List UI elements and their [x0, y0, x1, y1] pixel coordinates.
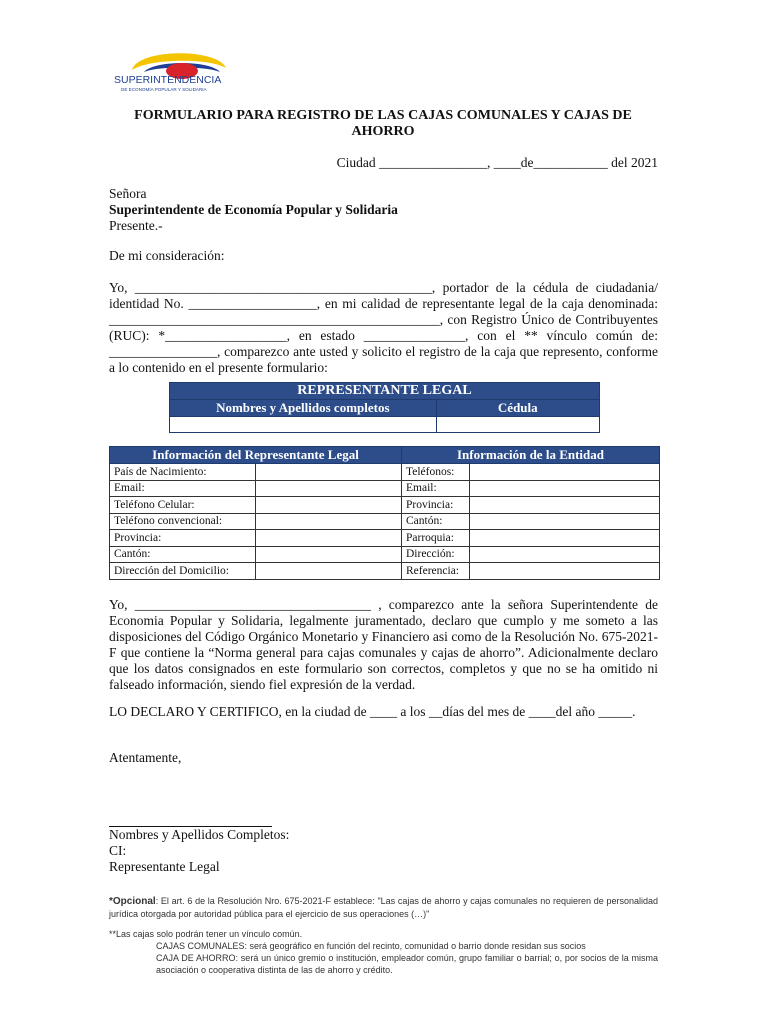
- presente: Presente.-: [109, 218, 163, 233]
- cedula-column-header: Cédula: [436, 400, 599, 417]
- form-title: FORMULARIO PARA REGISTRO DE LAS CAJAS COMUNALES Y CAJAS DE AHORRO: [134, 108, 632, 139]
- nombres-field[interactable]: [170, 417, 437, 433]
- footnote-caja-ahorro: CAJA DE AHORRO: será un único gremio o institución, empleador común, grupo familiar o barrial; o, por socios de la misma asociación o cooperativa distinta de las de ahorro y crédito.: [156, 953, 658, 975]
- row-label: Referencia:: [402, 563, 470, 580]
- row-value-field[interactable]: [470, 530, 660, 547]
- signature-ci-label: CI:: [109, 843, 127, 858]
- certification-paragraph: LO DECLARO Y CERTIFICO, en la ciudad de ____ a los __días del mes de ____del año _____.: [109, 704, 636, 719]
- footnote-cajas-comunales: CAJAS COMUNALES: será geográfico en función del recinto, comunidad o barrio donde residan sus socios: [156, 941, 586, 951]
- footnote-opcional: [109, 895, 658, 920]
- superintendencia-logo: [110, 44, 255, 96]
- table-row: [110, 480, 660, 497]
- sworn-declaration-paragraph: Yo, ___________________________________ , comparezco ante la señora Superintendente de Economia Popular y Solidaria, legalmente juramentado, declaro que cumplo y me someto a las disposiciones del Código Orgánico Monetario y Financiero asi como de la Resolución No. 675-2021-F que contiene la “Norma general para cajas comunales y cajas de ahorro”. Adicionalmente declaro que los datos consignados en este formulario son correctos, completos y que no se ha omitido ni falseado información, siendo fiel expresión de la verdad.: [109, 597, 658, 692]
- row-label: Dirección:: [402, 546, 470, 563]
- closing: Atentamente,: [109, 750, 182, 765]
- date-line: Ciudad ________________, ____de___________ del 2021: [336, 155, 658, 170]
- row-value-field[interactable]: [256, 530, 402, 547]
- row-label: Provincia:: [402, 497, 470, 514]
- nombres-column-header: Nombres y Apellidos completos: [170, 400, 437, 417]
- row-label: Teléfono Celular:: [110, 497, 256, 514]
- entidad-info-header: Información de la Entidad: [402, 447, 660, 464]
- table-row: [110, 530, 660, 547]
- row-value-field[interactable]: [256, 497, 402, 514]
- signature-role: Representante Legal: [109, 859, 220, 874]
- row-value-field[interactable]: [256, 464, 402, 481]
- table-row: [110, 497, 660, 514]
- row-label: Email:: [110, 480, 256, 497]
- row-label: Dirección del Domicilio:: [110, 563, 256, 580]
- row-value-field[interactable]: [470, 464, 660, 481]
- row-value-field[interactable]: [256, 513, 402, 530]
- table-row: [110, 546, 660, 563]
- row-value-field[interactable]: [470, 513, 660, 530]
- row-label: Email:: [402, 480, 470, 497]
- salutation: Señora: [109, 186, 147, 201]
- signature-name-label: Nombres y Apellidos Completos:: [109, 827, 290, 842]
- row-value-field[interactable]: [470, 546, 660, 563]
- declaration-paragraph: Yo, ____________________________________________, portador de la cédula de ciudadania/ identidad No. ___________________, en mi calidad de representante legal de la caja denominada: _________________________________________________, con Registro Único de Contribuyentes (RUC): *__________________, en estado _______________, con el ** vínculo común de: ________________, comparezco ante usted y solicito el registro de la caja que represento, conforme a lo contenido en el presente formulario:: [109, 280, 658, 375]
- row-value-field[interactable]: [470, 563, 660, 580]
- logo-text: SUPERINTENDENCIA: [114, 74, 222, 86]
- greeting: De mi consideración:: [109, 248, 225, 263]
- representante-legal-table: [169, 382, 600, 433]
- info-table: [109, 446, 660, 580]
- row-label: Teléfonos:: [402, 464, 470, 481]
- table-row: [110, 464, 660, 481]
- row-value-field[interactable]: [470, 497, 660, 514]
- opcional-text: : El art. 6 de la Resolución Nro. 675-2021-F establece: "Las cajas de ahorro y cajas comunales no requieren de personalidad jurídica otorgada por autoridad pública para el ejercicio de sus operaciones (…)": [109, 896, 658, 919]
- logo-subtext: DE ECONOMÍA POPULAR Y SOLIDARIA: [121, 87, 207, 92]
- table-row: [110, 563, 660, 580]
- row-label: País de Nacimiento:: [110, 464, 256, 481]
- row-label: Parroquia:: [402, 530, 470, 547]
- table-row: [110, 513, 660, 530]
- row-label: Cantón:: [402, 513, 470, 530]
- footnote-vinculo: **Las cajas solo podrán tener un vínculo común.: [109, 929, 303, 939]
- row-label: Teléfono convencional:: [110, 513, 256, 530]
- row-value-field[interactable]: [256, 563, 402, 580]
- row-value-field[interactable]: [256, 546, 402, 563]
- row-label: Cantón:: [110, 546, 256, 563]
- addressee: Superintendente de Economía Popular y Solidaria: [109, 202, 398, 217]
- row-value-field[interactable]: [470, 480, 660, 497]
- representante-info-header: Información del Representante Legal: [110, 447, 402, 464]
- cedula-field[interactable]: [436, 417, 599, 433]
- logo-emblem-icon: [110, 44, 255, 96]
- opcional-mark: *Opcional: [109, 896, 156, 907]
- row-value-field[interactable]: [256, 480, 402, 497]
- representante-legal-title: REPRESENTANTE LEGAL: [170, 383, 600, 400]
- row-label: Provincia:: [110, 530, 256, 547]
